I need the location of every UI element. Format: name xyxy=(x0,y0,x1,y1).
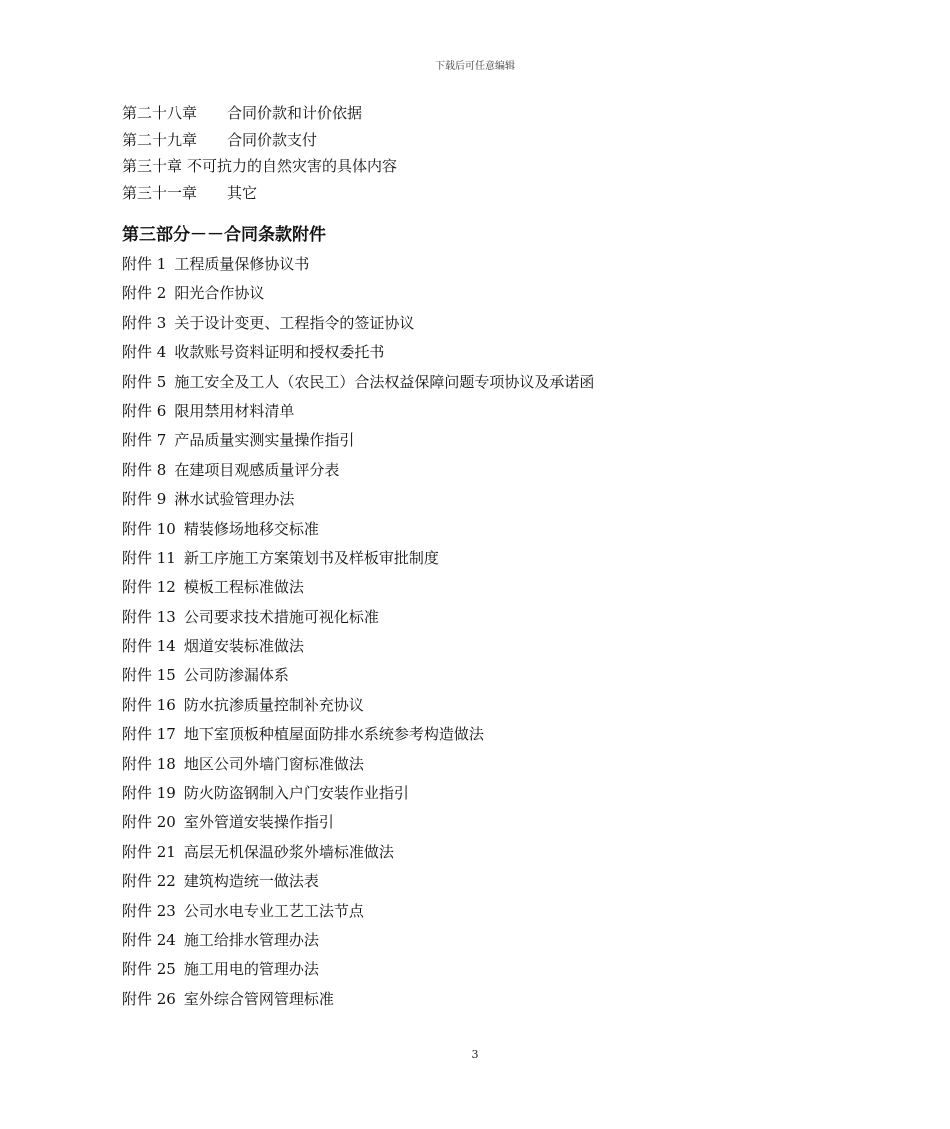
annex-title: 淋水试验管理办法 xyxy=(174,490,295,509)
annex-label: 附件 5 xyxy=(122,372,167,391)
annex-title: 烟道安装标准做法 xyxy=(183,637,304,656)
annex-title: 新工序施工方案策划书及样板审批制度 xyxy=(183,548,439,567)
page-header-note: 下载后可任意编辑 xyxy=(435,61,515,72)
annex-item xyxy=(122,279,842,308)
chapter-title: 合同价款支付 xyxy=(227,130,318,149)
annex-title: 产品质量实测实量操作指引 xyxy=(174,431,355,450)
annex-title: 地区公司外墙门窗标准做法 xyxy=(183,754,364,773)
annex-title: 防火防盗钢制入户门安装作业指引 xyxy=(183,784,409,803)
annex-item xyxy=(122,603,842,632)
annex-title: 地下室顶板种植屋面防排水系统参考构造做法 xyxy=(183,725,484,744)
annex-item xyxy=(122,926,842,955)
annex-item xyxy=(122,720,842,749)
annex-title: 防水抗渗质量控制补充协议 xyxy=(183,695,364,714)
annex-title: 室外管道安装操作指引 xyxy=(183,813,334,832)
annex-title: 关于设计变更、工程指令的签证协议 xyxy=(174,313,415,332)
page-number: 3 xyxy=(471,1048,479,1061)
annex-item xyxy=(122,250,842,279)
annex-label: 附件 1 xyxy=(122,255,167,273)
annex-item xyxy=(122,838,842,867)
annex-label: 附件 23 xyxy=(122,901,176,920)
annex-item xyxy=(122,456,842,485)
annex-item xyxy=(122,779,842,808)
annex-label: 附件 9 xyxy=(122,490,167,509)
annex-item xyxy=(122,661,842,690)
annex-title: 施工用电的管理办法 xyxy=(183,960,319,979)
annex-label: 附件 13 xyxy=(122,607,176,626)
annex-title: 收款账号资料证明和授权委托书 xyxy=(174,343,385,362)
annex-item xyxy=(122,397,842,426)
annex-label: 附件 25 xyxy=(122,960,176,979)
annex-title: 模板工程标准做法 xyxy=(183,578,304,597)
annex-label: 附件 12 xyxy=(122,578,176,597)
annex-label: 附件 11 xyxy=(122,548,176,567)
annex-label: 附件 7 xyxy=(122,431,167,450)
annex-label: 附件 26 xyxy=(122,989,176,1008)
chapter-entry xyxy=(122,127,842,154)
annex-item xyxy=(122,955,842,984)
annex-item xyxy=(122,867,842,896)
chapter-entry xyxy=(122,153,842,180)
annex-item xyxy=(122,632,842,661)
section-heading: 第三部分－－合同条款附件 xyxy=(122,225,326,245)
annex-list xyxy=(122,250,842,1014)
annex-label: 附件 19 xyxy=(122,784,176,803)
annex-item xyxy=(122,897,842,926)
annex-item xyxy=(122,750,842,779)
annex-label: 附件 8 xyxy=(122,460,167,479)
annex-item xyxy=(122,426,842,455)
annex-item xyxy=(122,691,842,720)
chapter-title: 合同价款和计价依据 xyxy=(227,104,363,122)
annex-label: 附件 15 xyxy=(122,666,176,685)
chapter-entry xyxy=(122,180,842,207)
chapter-number: 第三十章 xyxy=(122,157,183,175)
annex-item xyxy=(122,515,842,544)
annex-item xyxy=(122,544,842,573)
annex-title: 室外综合管网管理标准 xyxy=(183,989,334,1008)
annex-label: 附件 24 xyxy=(122,930,176,949)
annex-title: 工程质量保修协议书 xyxy=(174,255,310,273)
annex-item xyxy=(122,573,842,602)
annex-label: 附件 6 xyxy=(122,401,167,420)
annex-title: 施工给排水管理办法 xyxy=(183,930,319,949)
annex-label: 附件 3 xyxy=(122,313,167,332)
annex-title: 建筑构造统一做法表 xyxy=(183,872,319,891)
annex-label: 附件 17 xyxy=(122,725,176,744)
annex-title: 精装修场地移交标准 xyxy=(183,519,319,538)
chapter-number: 第二十九章 xyxy=(122,130,198,149)
annex-label: 附件 16 xyxy=(122,695,176,714)
document-body xyxy=(122,100,842,1014)
annex-title: 公司水电专业工艺工法节点 xyxy=(183,901,364,920)
chapter-title: 不可抗力的自然灾害的具体内容 xyxy=(187,157,398,175)
annex-label: 附件 18 xyxy=(122,754,176,773)
annex-label: 附件 14 xyxy=(122,637,176,656)
chapter-number: 第三十一章 xyxy=(122,183,198,202)
annex-title: 阳光合作协议 xyxy=(174,284,265,303)
annex-label: 附件 2 xyxy=(122,284,167,303)
annex-label: 附件 10 xyxy=(122,519,176,538)
chapter-title: 其它 xyxy=(227,183,258,202)
annex-label: 附件 21 xyxy=(122,842,176,861)
annex-title: 施工安全及工人（农民工）合法权益保障问题专项协议及承诺函 xyxy=(174,372,595,391)
annex-label: 附件 20 xyxy=(122,813,176,832)
annex-item xyxy=(122,485,842,514)
chapter-number: 第二十八章 xyxy=(122,104,198,122)
annex-title: 公司防渗漏体系 xyxy=(183,666,289,685)
annex-title: 公司要求技术措施可视化标准 xyxy=(183,607,379,626)
annex-item xyxy=(122,368,842,397)
annex-title: 高层无机保温砂浆外墙标准做法 xyxy=(183,842,394,861)
chapter-entry xyxy=(122,100,842,127)
annex-item xyxy=(122,985,842,1014)
annex-label: 附件 22 xyxy=(122,872,176,891)
annex-title: 在建项目观感质量评分表 xyxy=(174,460,340,479)
annex-item xyxy=(122,309,842,338)
annex-item xyxy=(122,808,842,837)
annex-title: 限用禁用材料清单 xyxy=(174,401,295,420)
annex-label: 附件 4 xyxy=(122,343,167,362)
annex-item xyxy=(122,338,842,367)
